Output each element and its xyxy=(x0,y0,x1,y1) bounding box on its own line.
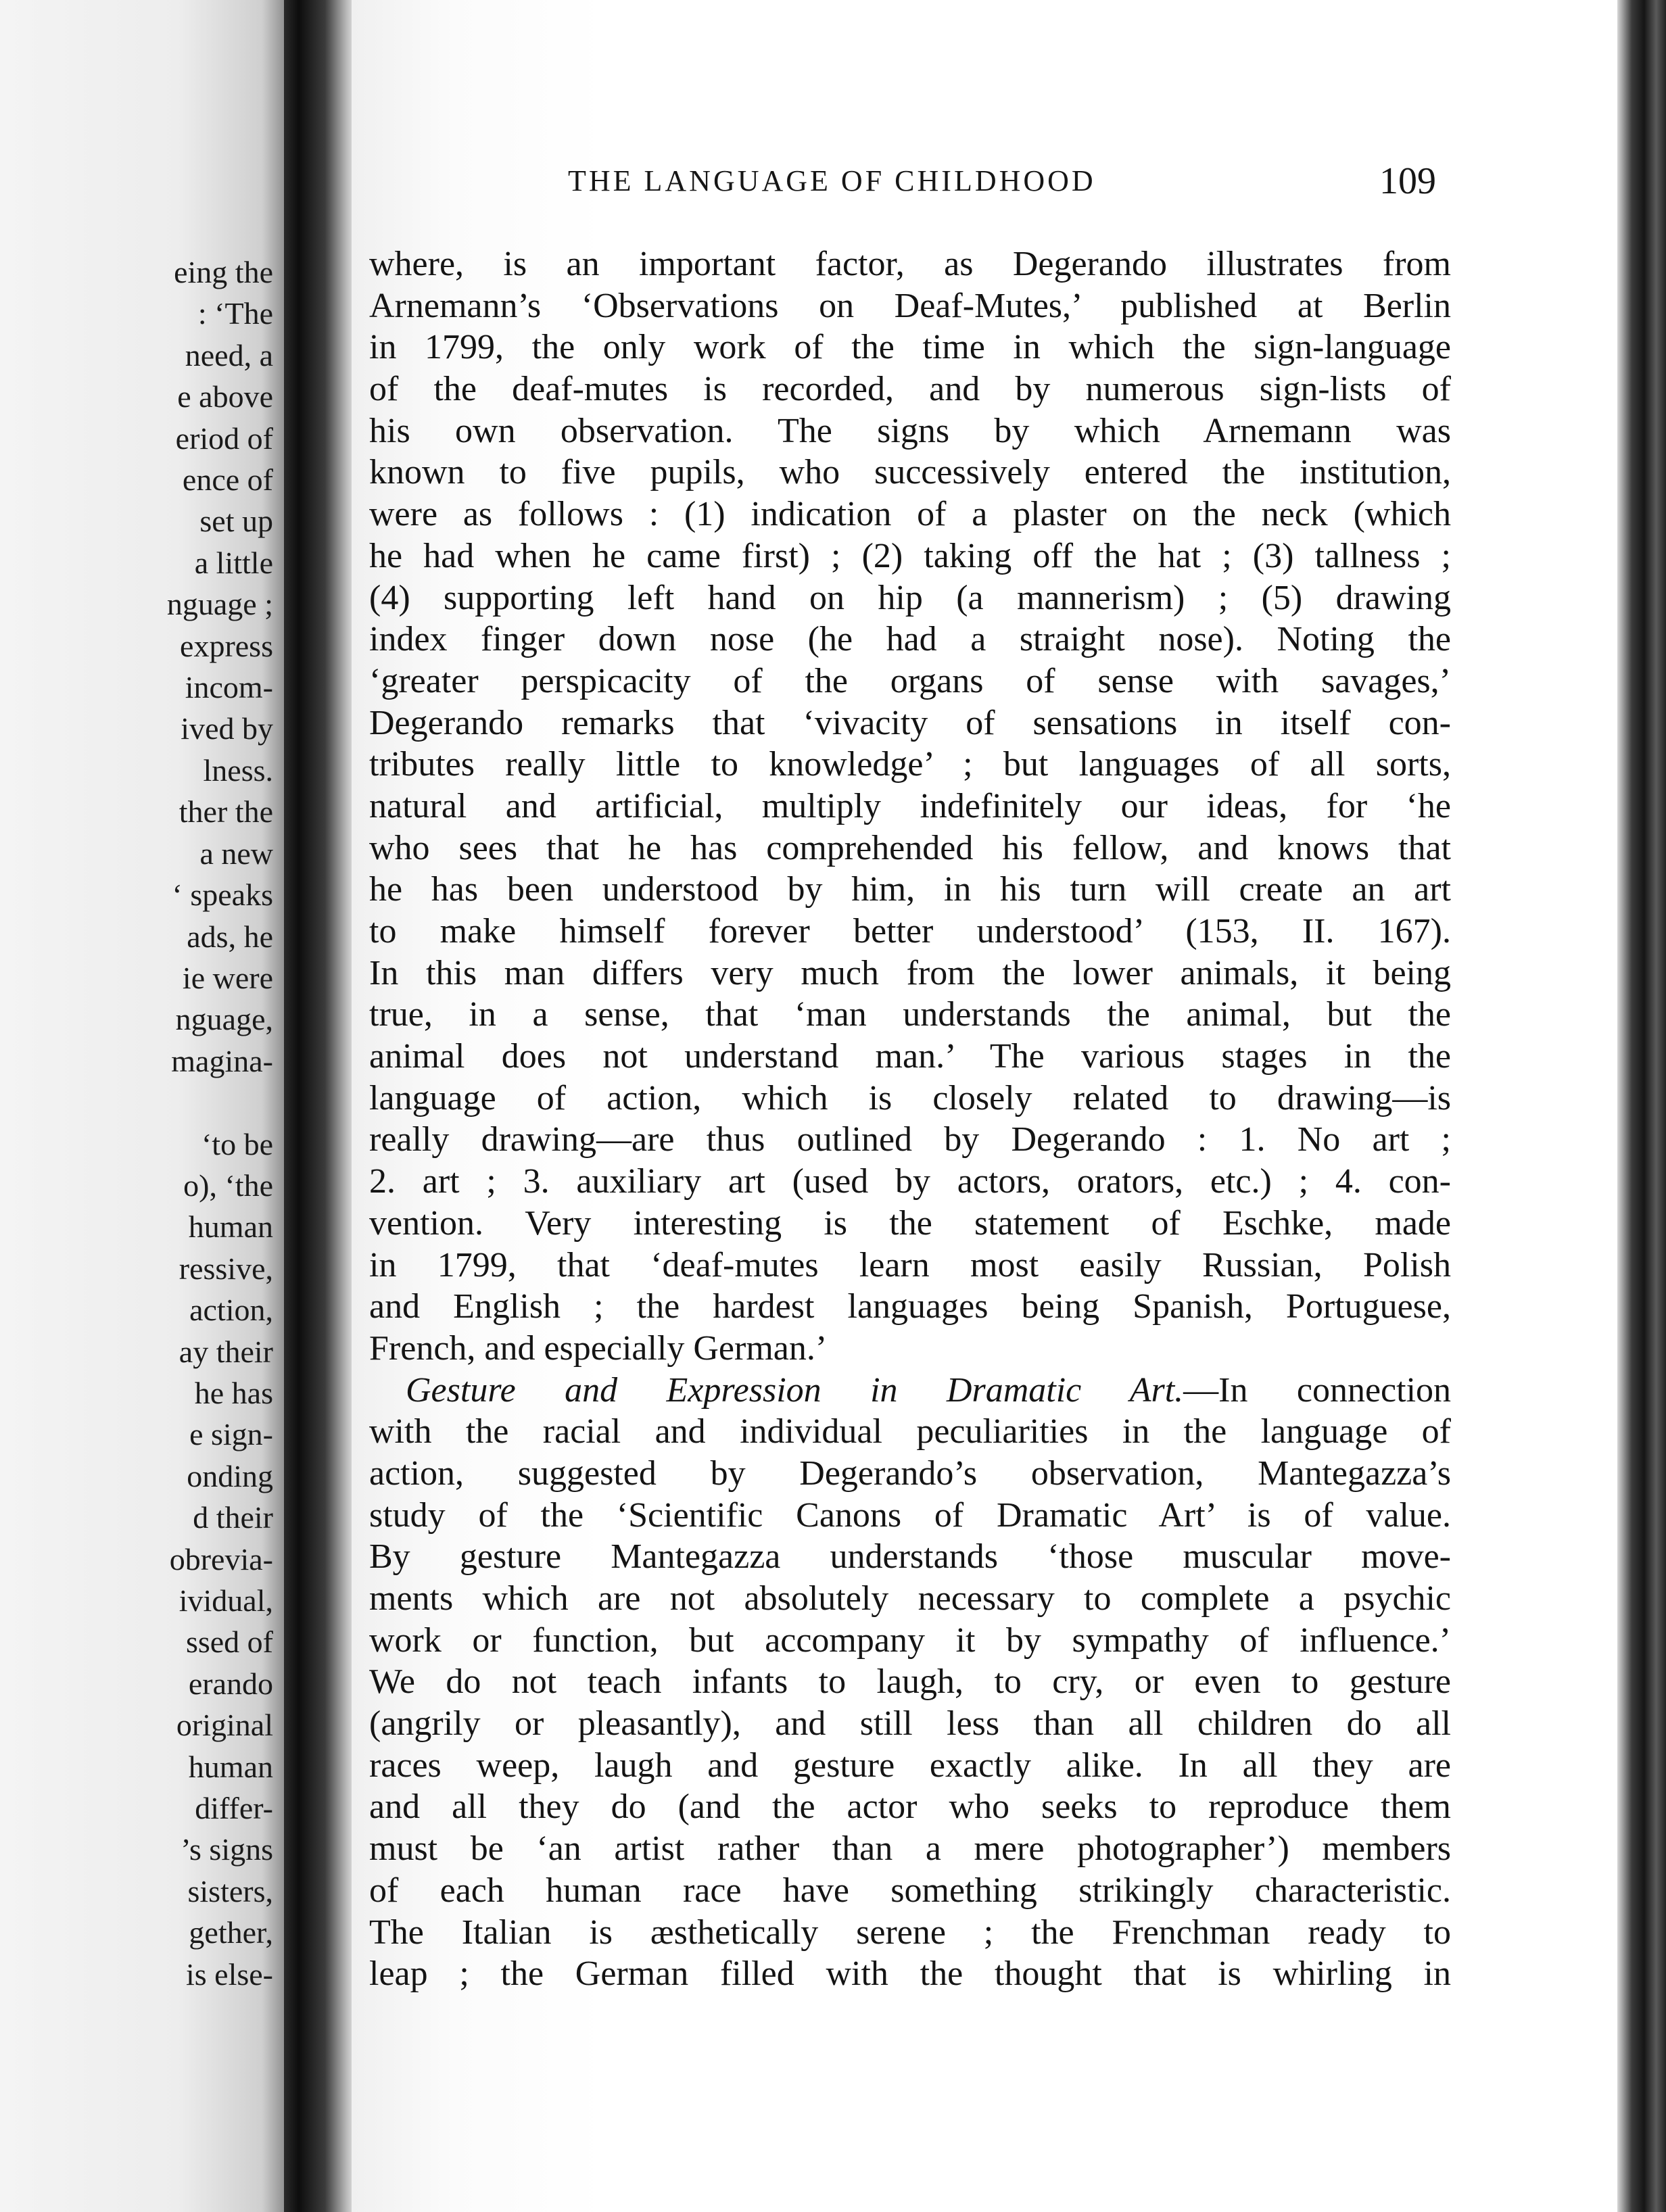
body-line: in 1799, that ‘deaf-mutes learn most easily Russian, Polish xyxy=(369,1245,1451,1284)
left-page-line: ‘ speaks xyxy=(172,877,273,913)
section-line: and all they do (and the actor who seeks to reproduce them xyxy=(369,1787,1451,1827)
left-page-line xyxy=(167,1082,273,1123)
left-page-line: ssed of xyxy=(185,1625,273,1660)
left-page-line: a little xyxy=(194,545,273,580)
left-page-line: eing the xyxy=(174,255,273,289)
body-text xyxy=(369,243,1451,1995)
left-page-line: ther the xyxy=(178,794,273,830)
section-first-line xyxy=(369,1370,1451,1412)
body-line: really drawing—are thus outlined by Degerando : 1. No art ; xyxy=(369,1120,1451,1159)
left-page-line: need, a xyxy=(185,337,273,372)
body-line: to make himself forever better understood’ (153, II. 167). xyxy=(369,912,1451,951)
left-page-line: d their xyxy=(193,1500,273,1535)
left-page-line: express xyxy=(180,628,273,663)
section-line: study of the ‘Scientific Canons of Dramatic Art’ is of value. xyxy=(369,1495,1451,1535)
section-line: We do not teach infants to laugh, to cry, or even to gesture xyxy=(369,1662,1451,1702)
left-page-line: eriod of xyxy=(175,420,273,456)
left-page-line: ived by xyxy=(181,711,273,746)
left-page-text xyxy=(167,251,273,1995)
page-header xyxy=(365,160,1460,218)
body-line: were as follows : (1) indication of a plaster on the neck (which xyxy=(369,495,1451,534)
left-page-line: nguage, xyxy=(175,1002,273,1037)
left-page-line: nguage ; xyxy=(166,587,273,622)
page-edge xyxy=(1617,0,1666,2212)
section-line: By gesture Mantegazza understands ‘those muscular move- xyxy=(369,1537,1451,1577)
body-line: vention. Very interesting is the statement of Eschke, made xyxy=(369,1203,1451,1243)
left-page-fragment xyxy=(0,0,298,2212)
section-line: of each human race have something strikingly characteristic. xyxy=(369,1871,1451,1910)
body-line: (4) supporting left hand on hip (a mannerism) ; (5) drawing xyxy=(369,578,1451,617)
paragraph-gesture-expression xyxy=(369,1370,1451,1995)
left-page-line: ‘to be xyxy=(201,1126,273,1161)
body-line: 2. art ; 3. auxiliary art (used by actors, orators, etc.) ; 4. con- xyxy=(369,1162,1451,1201)
body-line: index finger down nose (he had a straight nose). Noting the xyxy=(369,620,1451,659)
body-line: ‘greater perspicacity of the organs of sense with savages,’ xyxy=(369,661,1451,700)
section-line: must be ‘an artist rather than a mere photographer’) members xyxy=(369,1829,1451,1869)
left-page-line: erando xyxy=(188,1666,273,1701)
section-heading: Gesture and Expression in Dramatic Art. xyxy=(406,1370,1184,1410)
left-page-line: ence of xyxy=(182,462,273,498)
left-page-line: magina- xyxy=(171,1043,273,1078)
body-line: language of action, which is closely related to drawing—is xyxy=(369,1078,1451,1117)
body-line: true, in a sense, that ‘man understands the animal, but the xyxy=(369,995,1451,1034)
left-page-line: lness. xyxy=(203,752,273,788)
book-gutter xyxy=(284,0,358,2212)
left-page-line: a new xyxy=(199,836,273,871)
body-line: French, and especially German.’ xyxy=(369,1328,828,1368)
body-line: animal does not understand man.’ The various stages in the xyxy=(369,1037,1451,1076)
left-page-line: action, xyxy=(189,1293,273,1328)
body-line: known to five pupils, who successively entered the institution, xyxy=(369,453,1451,492)
left-page-line: o), ‘the xyxy=(183,1168,273,1203)
left-page-line: ay their xyxy=(178,1334,273,1369)
left-page-line: e sign- xyxy=(189,1417,273,1452)
section-line: leap ; the German filled with the thought that is whirling in xyxy=(369,1954,1451,1994)
section-line: ments which are not absolutely necessary to complete a psychic xyxy=(369,1579,1451,1618)
left-page-line: differ- xyxy=(195,1791,273,1826)
left-page-line: gether, xyxy=(189,1915,273,1950)
body-line: where, is an important factor, as Degerando illustrates from xyxy=(369,245,1451,283)
body-line: tributes really little to knowledge’ ; but languages of all sorts, xyxy=(369,745,1451,784)
left-page-line: set up xyxy=(199,504,273,539)
section-line: (angrily or pleasantly), and still less than all children do all xyxy=(369,1704,1451,1744)
left-page-line: : ‘The xyxy=(197,296,273,331)
body-line: he had when he came first) ; (2) taking off the hat ; (3) tallness ; xyxy=(369,536,1451,575)
left-page-line: sisters, xyxy=(187,1873,273,1908)
page-number: 109 xyxy=(1379,160,1436,202)
body-line: and English ; the hardest languages being Spanish, Portuguese, xyxy=(369,1287,1451,1326)
section-first-line-rest: —In connection xyxy=(1183,1370,1452,1410)
left-page-line: ressive, xyxy=(178,1251,273,1286)
section-line: races weep, laugh and gesture exactly alike. In all they are xyxy=(369,1746,1451,1785)
left-page-line: original xyxy=(176,1708,273,1743)
left-page-line: is else- xyxy=(185,1956,273,1992)
left-page-line: he has xyxy=(194,1375,273,1410)
running-head: THE LANGUAGE OF CHILDHOOD xyxy=(568,164,1096,197)
paragraph-degerando xyxy=(369,243,1451,1370)
body-line: in 1799, the only work of the time in which the sign-language xyxy=(369,328,1451,367)
body-line: of the deaf-mutes is recorded, and by numerous sign-lists of xyxy=(369,370,1451,409)
section-line: action, suggested by Degerando’s observation, Mantegazza’s xyxy=(369,1453,1451,1493)
left-page-line: human xyxy=(188,1209,273,1245)
left-page-line: ie were xyxy=(182,960,273,995)
body-line: Arnemann’s ‘Observations on Deaf-Mutes,’ published at Berlin xyxy=(369,286,1451,325)
body-line: his own observation. The signs by which Arnemann was xyxy=(369,411,1451,450)
left-page-line: ividual, xyxy=(178,1583,273,1618)
left-page-line: human xyxy=(188,1749,273,1784)
left-page-line: onding xyxy=(187,1458,273,1493)
body-line: who sees that he has comprehended his fellow, and knows that xyxy=(369,828,1451,867)
left-page-line: obrevia- xyxy=(169,1541,273,1577)
body-line: Degerando remarks that ‘vivacity of sensations in itself con- xyxy=(369,703,1451,742)
section-line: The Italian is æsthetically serene ; the Frenchman ready to xyxy=(369,1913,1451,1952)
body-line: In this man differs very much from the lower animals, it being xyxy=(369,953,1451,992)
left-page-line: incom- xyxy=(185,670,273,705)
section-line: work or function, but accompany it by sympathy of influence.’ xyxy=(369,1620,1451,1660)
left-page-line: ’s signs xyxy=(181,1832,273,1867)
section-line: with the racial and individual peculiarities in the language of xyxy=(369,1412,1451,1451)
body-line: he has been understood by him, in his turn will create an art xyxy=(369,870,1451,909)
left-page-line: ads, he xyxy=(187,919,273,954)
left-page-line: e above xyxy=(177,379,273,414)
body-line: natural and artificial, multiply indefinitely our ideas, for ‘he xyxy=(369,786,1451,825)
